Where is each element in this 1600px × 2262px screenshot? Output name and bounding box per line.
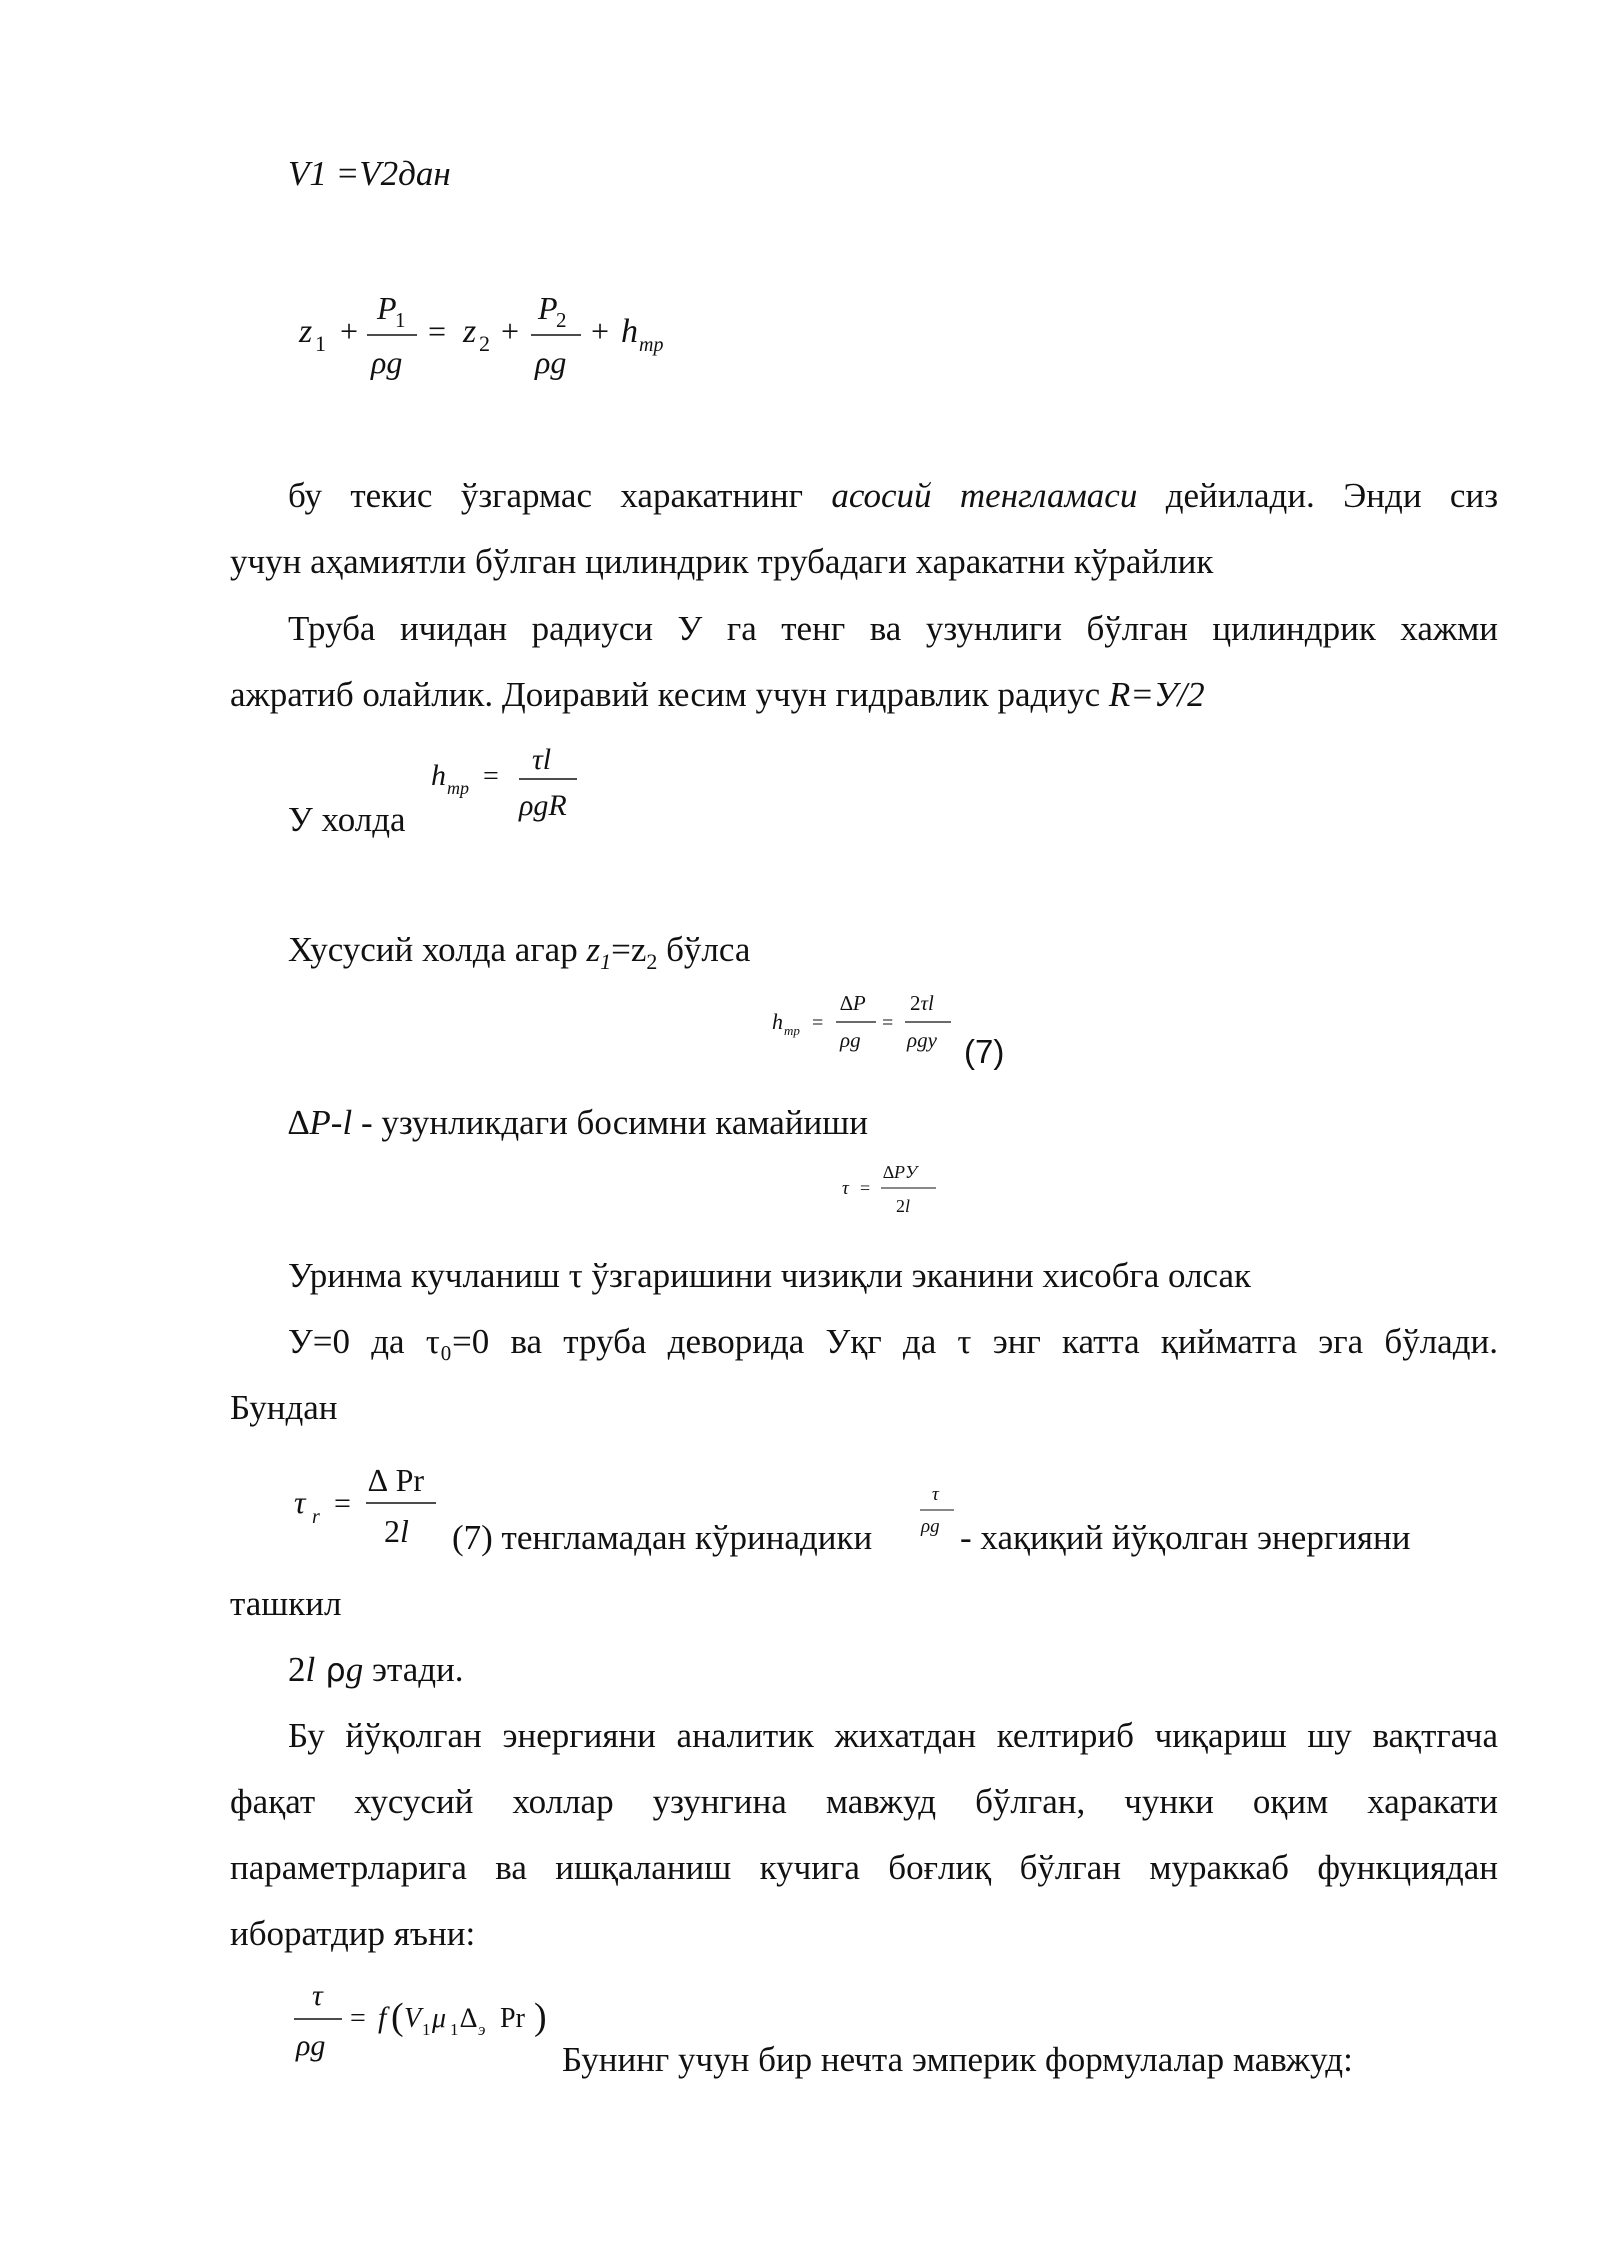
svg-text:μ: μ [432, 2003, 447, 2034]
svg-text:∆PУ: ∆PУ [883, 1162, 918, 1182]
paragraph-line: (7) тенгламадан кўринадики [452, 1518, 873, 1557]
svg-text:=: = [334, 1487, 351, 1520]
text-span: этади. [363, 1650, 464, 1689]
svg-text:2τl: 2τl [910, 991, 934, 1015]
svg-text:h: h [431, 759, 446, 792]
svg-text:тр: тр [447, 778, 469, 798]
svg-text:τ: τ [932, 1484, 939, 1505]
text-span: бу текис ўзгармас харакатнинг [288, 476, 832, 515]
svg-text:ρg: ρg [371, 344, 403, 380]
svg-text:+: + [501, 313, 520, 349]
svg-text:=: = [882, 1012, 894, 1034]
velocity-equality: V1 =V2дан [288, 154, 451, 193]
svg-text:+: + [340, 313, 359, 349]
svg-text:(: ( [391, 1996, 404, 2038]
svg-text:1: 1 [450, 2020, 459, 2039]
svg-text:2l: 2l [384, 1513, 409, 1549]
length-symbol: l [305, 1650, 316, 1689]
pressure-length-text: P-l [309, 1103, 353, 1142]
svg-text:ρg: ρg [921, 1516, 940, 1537]
text-span: дейилади. Энди сиз [1137, 476, 1499, 515]
svg-text:2: 2 [556, 308, 567, 332]
subscript: 2 [646, 949, 658, 974]
text-span: - узунликдаги босимни камайиши [352, 1103, 868, 1142]
svg-text:f: f [378, 2001, 387, 2034]
svg-text:=: = [860, 1178, 871, 1198]
shear-stress-radius-formula [290, 1455, 450, 1555]
delta-symbol: ∆ [288, 1103, 310, 1142]
svg-text:=: = [812, 1012, 824, 1034]
svg-text:=: = [483, 761, 499, 792]
paragraph-line [288, 1648, 464, 1692]
svg-text:ρg: ρg [296, 2029, 326, 2062]
svg-text:2l: 2l [896, 1196, 911, 1216]
paragraph-line: У холда [288, 800, 406, 839]
equation-number: (7) [964, 1033, 1005, 1070]
svg-text:Pr: Pr [500, 2003, 525, 2034]
text-span: ажратиб олайлик. Доиравий кесим учун гидравлик радиус [230, 675, 1109, 714]
text-span: 2 [288, 1650, 306, 1689]
paragraph-line: Уринма кучланиш τ ўзгаришини чизиқли эканини хисобга олсак [288, 1256, 1252, 1295]
svg-text:∆P: ∆P [840, 991, 866, 1015]
head-loss-formula [425, 735, 595, 830]
text-span: =z [611, 930, 647, 969]
pressure-loss-formula [768, 985, 968, 1070]
svg-text:2: 2 [479, 331, 490, 356]
paragraph-line: параметрларига ва ишқаланиш кучига боғлиқ бўлган мураккаб функциядан [230, 1848, 1498, 1887]
emphasis-text: асосий тенгламаси [831, 476, 1138, 515]
text-span: Хусусий холда агар [288, 930, 587, 969]
paragraph-line: Бунинг учун бир нечта эмперик формулалар мавжуд: [562, 2040, 1353, 2079]
svg-text:тр: тр [784, 1023, 800, 1038]
svg-text:=: = [428, 313, 447, 349]
svg-text:∆: ∆ [460, 2003, 478, 2034]
paragraph-line: фақат хусусий холлар узунгина мавжуд бўлган, чунки оқим харакати [230, 1782, 1498, 1821]
svg-text:τ: τ [312, 1979, 323, 2012]
z-symbol: z [586, 930, 601, 969]
paragraph-line [230, 673, 1205, 717]
shear-stress-formula [838, 1160, 948, 1230]
paragraph-line: У=0 да τ₀=0 ва труба деворида Уқг да τ энг катта қийматга эга бўлади. [288, 1322, 1498, 1361]
energy-loss-ratio-formula [916, 1478, 966, 1546]
svg-text:ρgy: ρgy [907, 1028, 937, 1052]
svg-text:z: z [299, 313, 313, 350]
paragraph-line [288, 928, 750, 984]
paragraph-line: Бу йўқолган энергияни аналитик жихатдан келтириб чиқариш шу вақтгача [288, 1716, 1498, 1755]
svg-text:ρg: ρg [535, 344, 567, 380]
paragraph-line: Труба ичидан радиуси У га тенг ва узунлиги бўлган цилиндрик хажми [288, 609, 1498, 648]
rho-symbol: ρ [315, 1651, 346, 1689]
svg-text:1: 1 [315, 331, 326, 356]
svg-text:h: h [772, 1009, 783, 1034]
svg-text:τl: τl [532, 743, 552, 776]
svg-text:h: h [621, 313, 638, 350]
paragraph-line: Бундан [230, 1388, 338, 1427]
text-span: бўлса [657, 930, 751, 969]
svg-text:V: V [404, 2003, 422, 2034]
bernoulli-equation [295, 285, 695, 395]
svg-text:1: 1 [395, 308, 406, 332]
svg-text:ρg: ρg [840, 1028, 861, 1052]
paragraph-line: - хақиқий йўқолган энергияни [960, 1518, 1411, 1557]
paragraph-line: иборатдир яъни: [230, 1914, 476, 1953]
svg-text:тр: тр [639, 334, 664, 356]
svg-text:ρgR: ρgR [519, 789, 567, 822]
svg-text:+: + [591, 313, 610, 349]
svg-text:τ: τ [842, 1178, 849, 1199]
svg-text:): ) [534, 1996, 547, 2038]
svg-text:=: = [350, 2003, 366, 2034]
svg-text:z: z [463, 313, 477, 350]
subscript: 1 [600, 949, 612, 974]
friction-function-formula [290, 1975, 570, 2070]
svg-text:1: 1 [422, 2020, 431, 2039]
svg-text:τ: τ [294, 1484, 306, 1520]
paragraph-line: учун аҳамиятли бўлган цилиндрик трубадаги харакатни кўрайлик [230, 542, 1214, 581]
paragraph-line: ташкил [230, 1584, 342, 1623]
gravity-symbol: g [345, 1650, 364, 1689]
svg-text:r: r [312, 1506, 320, 1528]
paragraph-line [288, 474, 1498, 518]
svg-text:P: P [538, 290, 558, 326]
svg-text:∆ Pr: ∆ Pr [368, 1462, 425, 1498]
paragraph-line [288, 1101, 868, 1145]
svg-text:P: P [377, 290, 397, 326]
svg-text:э: э [478, 2020, 486, 2039]
radius-formula-text: R=У/2 [1108, 675, 1205, 714]
